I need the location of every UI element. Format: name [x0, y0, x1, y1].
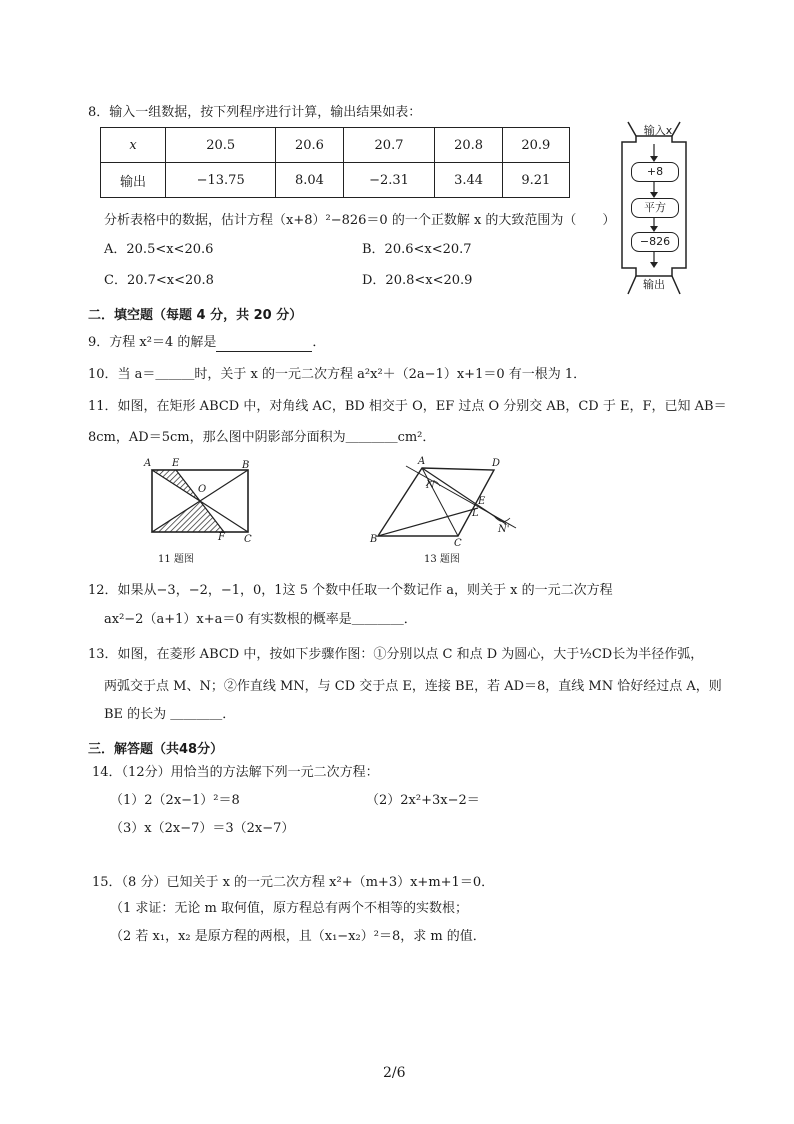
- fig13-label-a: A: [418, 456, 426, 467]
- q9-text: 9．方程 x²＝4 的解是: [88, 335, 217, 350]
- fig11-label-f: F: [218, 532, 225, 543]
- table-cell: 输出: [101, 163, 166, 198]
- answer-blank: [216, 337, 312, 352]
- q14-stem: 14．（12分）用恰当的方法解下列一元二次方程：: [92, 765, 379, 780]
- flowchart-input: 输入x: [643, 124, 673, 137]
- q13-line2: 两弧交于点 M、N；②作直线 MN，与 CD 交于点 E，连接 BE，若 AD＝8，直线 MN 恰好经过点 A，则: [104, 679, 722, 694]
- q8-analysis: 分析表格中的数据，估计方程（x+8）²−826＝0 的一个正数解 x 的大致范围为（ ）: [104, 213, 616, 228]
- q8-flowchart: [618, 118, 690, 296]
- table-cell: 3.44: [435, 163, 502, 198]
- fig11-label-b: B: [242, 460, 250, 471]
- table-cell: 20.8: [435, 128, 502, 163]
- q13-line1: 13．如图，在菱形 ABCD 中，按如下步骤作图：①分别以点 C 和点 D 为圆心，大于½CD长为半径作弧，: [88, 647, 704, 662]
- page-number: 2/6: [383, 1065, 406, 1081]
- table-row: [101, 128, 570, 163]
- q15-part1: （1 求证：无论 m 取何值，原方程总有两个不相等的实数根；: [110, 901, 468, 916]
- fig11-caption: 11 题图: [158, 554, 194, 565]
- q8-stem: 8．输入一组数据，按下列程序进行计算，输出结果如表：: [88, 105, 422, 120]
- q8-option-b: B．20.6<x<20.7: [362, 242, 472, 257]
- section-heading-fill-in: 二．填空题（每题 4 分，共 20 分）: [88, 308, 303, 323]
- figure-11: [138, 456, 258, 566]
- fig11-label-e: E: [172, 458, 180, 469]
- fig11-label-a: A: [144, 458, 152, 469]
- q14-part2: （2）2x²+3x−2＝: [366, 793, 480, 808]
- fig13-caption: 13 题图: [424, 554, 460, 565]
- q14-part1: （1）2（2x−1）²＝8: [110, 793, 240, 808]
- table-cell: −2.31: [343, 163, 435, 198]
- table-cell: 20.9: [502, 128, 569, 163]
- q15-stem: 15．（8 分）已知关于 x 的一元二次方程 x²+（m+3）x+m+1＝0．: [92, 875, 495, 890]
- fig11-label-o: O: [198, 484, 207, 495]
- fig13-label-c: C: [454, 538, 462, 549]
- q10-line: 10．当 a＝＿＿＿时，关于 x 的一元二次方程 a²x²＋（2a−1）x+1＝0 有一根为 1．: [88, 367, 587, 382]
- q8-option-c: C．20.7<x<20.8: [104, 273, 214, 288]
- table-row: [101, 163, 570, 198]
- table-cell: 20.6: [276, 128, 343, 163]
- figure-13: [366, 456, 526, 566]
- fig13-label-n-prime: N': [498, 524, 510, 535]
- q15-part2: （2 若 x₁，x₂ 是原方程的两根，且（x₁−x₂）²＝8，求 m 的值．: [110, 929, 486, 944]
- q14-part3: （3）x（2x−7）＝3（2x−7）: [110, 821, 295, 836]
- fig13-label-d: D: [492, 458, 501, 469]
- flowchart-step-square: 平方: [631, 198, 679, 218]
- table-cell: −13.75: [166, 163, 276, 198]
- table-cell: 20.7: [343, 128, 435, 163]
- q9-line: 9．方程 x²＝4 的解是 ．: [88, 335, 326, 350]
- fig13-label-n: N: [426, 480, 435, 491]
- table-cell: x: [101, 128, 166, 163]
- flowchart-step-subtract: −826: [631, 232, 679, 252]
- q8-option-a: A．20.5<x<20.6: [104, 242, 214, 257]
- fig13-label-e: E: [478, 496, 486, 507]
- q8-option-d: D．20.8<x<20.9: [362, 273, 473, 288]
- figure-11-drawing: [138, 456, 258, 546]
- q13-line3: BE 的长为 ＿＿＿＿．: [104, 707, 236, 722]
- table-cell: 9.21: [502, 163, 569, 198]
- table-cell: 8.04: [276, 163, 343, 198]
- q12-line2: ax²−2（a+1）x+a＝0 有实数根的概率是＿＿＿＿．: [104, 612, 417, 627]
- q11-line2: 8cm，AD＝5cm，那么图中阴影部分面积为＿＿＿＿cm²．: [88, 430, 436, 445]
- q8-table: [100, 127, 570, 198]
- q12-line1: 12．如果从−3，−2，−1，0，1这 5 个数中任取一个数记作 a，则关于 x 的一元二次方程: [88, 583, 613, 598]
- q11-line1: 11．如图，在矩形 ABCD 中，对角线 AC，BD 相交于 O，EF 过点 O 分别交 AB，CD 于 E，F，已知 AB＝: [88, 399, 727, 414]
- table-cell: 20.5: [166, 128, 276, 163]
- fig13-label-l: L: [472, 508, 479, 519]
- section-heading-answers: 三．解答题（共48分）: [88, 742, 224, 757]
- flowchart-step-add: +8: [631, 162, 679, 182]
- fig13-label-b: B: [370, 534, 378, 545]
- flowchart-output: 输出: [643, 278, 665, 291]
- fig11-label-c: C: [244, 534, 252, 545]
